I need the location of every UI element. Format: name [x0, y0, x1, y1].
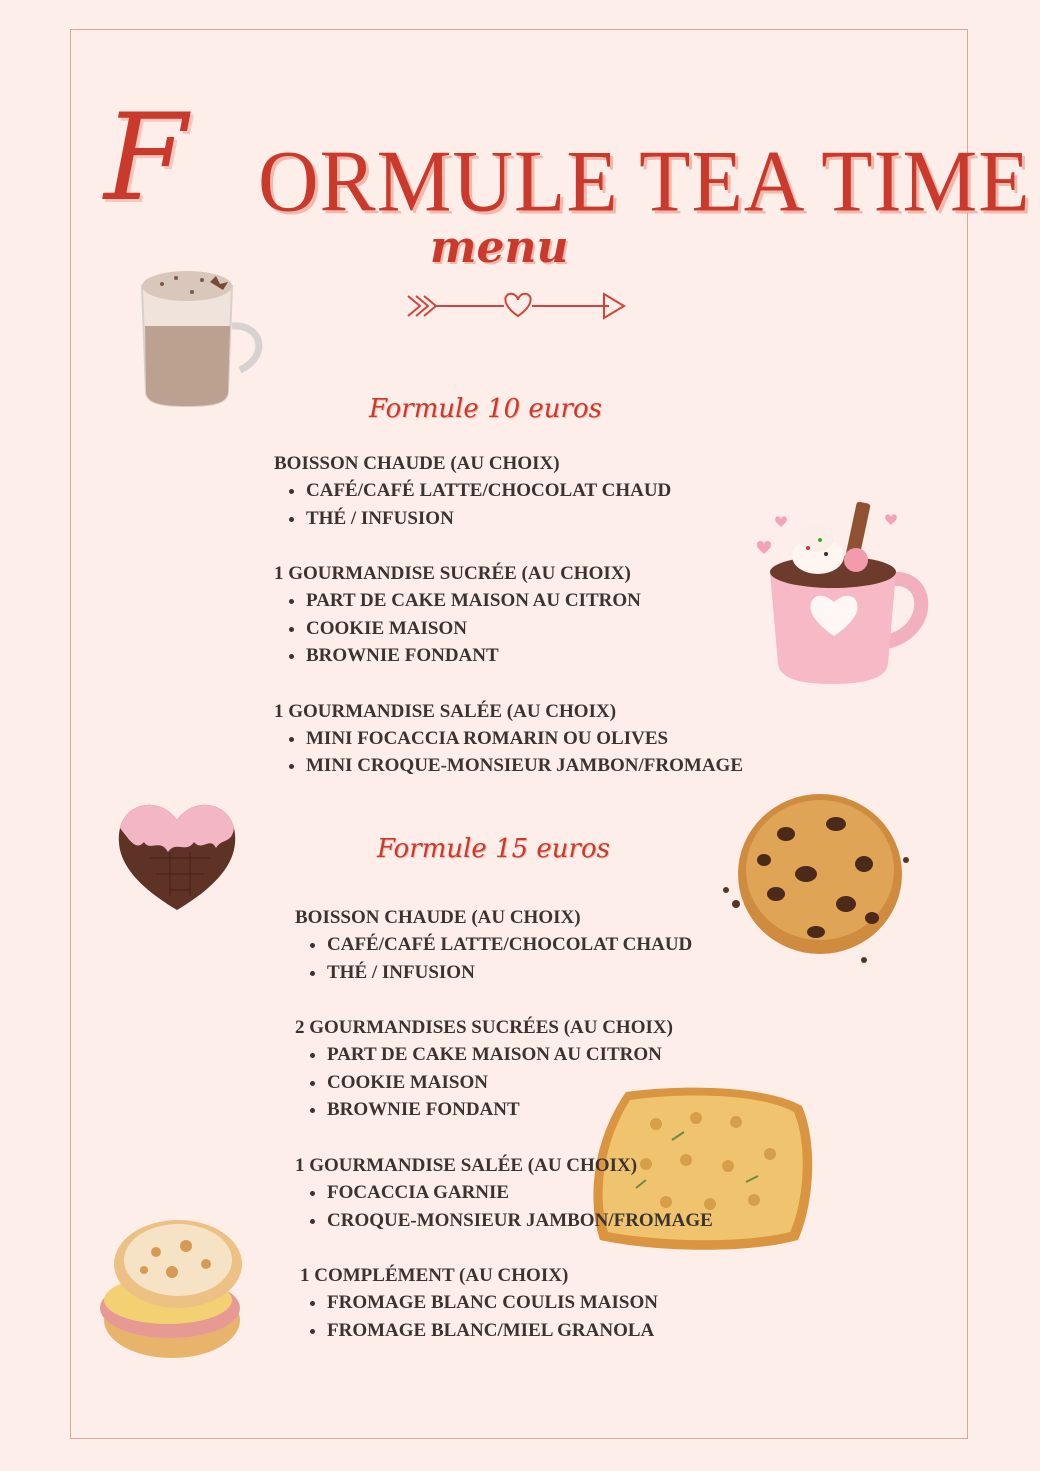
formula-10-savory-heading: 1 GOURMANDISE SALÉE (AU CHOIX) — [274, 700, 617, 722]
list-item: • CAFÉ/CAFÉ LATTE/CHOCOLAT CHAUD — [327, 931, 692, 959]
heart-cookie-icon — [110, 786, 244, 916]
list-item: • BROWNIE FONDANT — [306, 642, 743, 670]
list-item: • COOKIE MAISON — [327, 1069, 692, 1097]
formula-10-title: Formule 10 euros — [369, 394, 602, 424]
latte-glass-icon — [132, 266, 272, 410]
hot-chocolate-mug-icon — [746, 492, 930, 686]
croque-monsieur-icon — [96, 1212, 252, 1368]
formula-15-complement-heading: 1 COMPLÉMENT (AU CHOIX) — [300, 1265, 569, 1286]
formula-15-title: Formule 15 euros — [377, 834, 610, 864]
list-item: • FOCACCIA GARNIE — [327, 1179, 713, 1207]
list-item: • FROMAGE BLANC/MIEL GRANOLA — [327, 1317, 713, 1345]
formula-15-savory-heading: 1 GOURMANDISE SALÉE (AU CHOIX) — [295, 1155, 638, 1176]
formula-15-sweet-heading: 2 GOURMANDISES SUCRÉES (AU CHOIX) — [295, 1017, 673, 1038]
formula-15-menu-continued — [295, 1152, 713, 1344]
list-item: • THÉ / INFUSION — [327, 959, 692, 987]
list-item: • BROWNIE FONDANT — [327, 1096, 692, 1124]
list-item: • THÉ / INFUSION — [306, 505, 743, 533]
list-item: • CROQUE-MONSIEUR JAMBON/FROMAGE — [327, 1207, 713, 1235]
page-subtitle: menu — [430, 222, 569, 273]
list-item: • FROMAGE BLANC COULIS MAISON — [327, 1289, 713, 1317]
list-item: • COOKIE MAISON — [306, 615, 743, 643]
list-item: • MINI FOCACCIA ROMARIN OU OLIVES — [306, 725, 743, 753]
list-item: • PART DE CAKE MAISON AU CITRON — [306, 587, 743, 615]
list-item: • CAFÉ/CAFÉ LATTE/CHOCOLAT CHAUD — [306, 477, 743, 505]
formula-15-drink-heading: BOISSON CHAUDE (AU CHOIX) — [295, 907, 581, 928]
title-text: ORMULE TEA TIME — [258, 132, 1031, 231]
list-item: • MINI CROQUE-MONSIEUR JAMBON/FROMAGE — [306, 752, 743, 780]
title-initial: F — [104, 89, 188, 228]
formula-10-drink-heading: BOISSON CHAUDE (AU CHOIX) — [274, 453, 560, 474]
formula-10-menu — [274, 450, 743, 780]
chocolate-chip-cookie-icon — [716, 794, 912, 966]
list-item: • PART DE CAKE MAISON AU CITRON — [327, 1041, 692, 1069]
page-title — [100, 89, 1031, 231]
arrow-heart-icon — [404, 288, 630, 324]
formula-10-sweet-heading: 1 GOURMANDISE SUCRÉE (AU CHOIX) — [274, 563, 631, 584]
